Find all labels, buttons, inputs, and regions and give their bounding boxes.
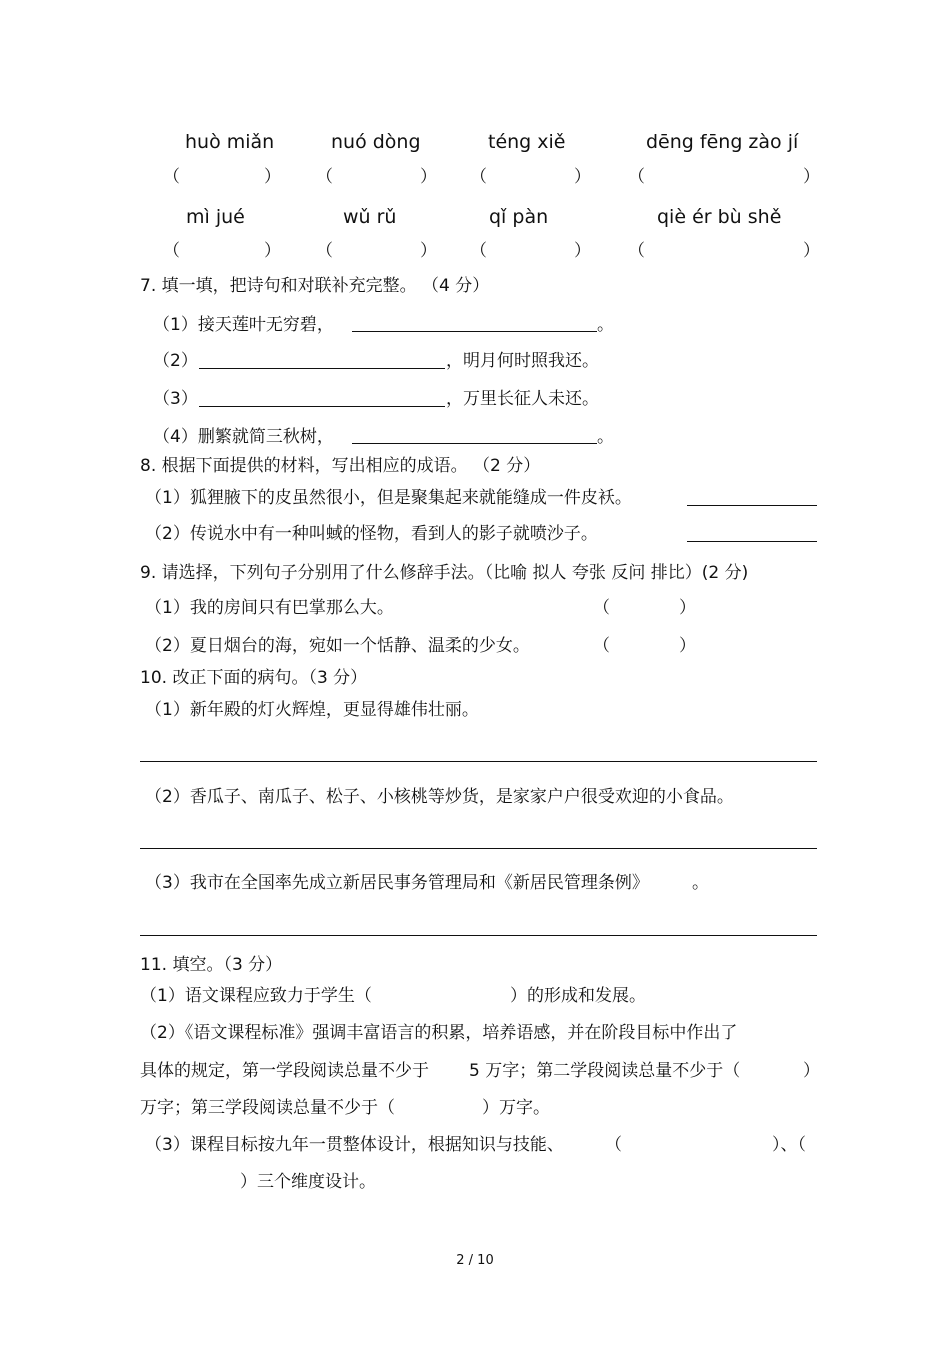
pinyin-8: qiè ér bù shě (657, 206, 782, 228)
answer-paren-open: （ (316, 167, 333, 187)
q8-item-2-blank (687, 541, 817, 542)
answer-paren-close: ） (574, 241, 591, 261)
q8-item-1-blank (687, 505, 817, 506)
q11-item-3-line-1c: ）、（ (772, 1135, 806, 1155)
answer-paren-open: （ (628, 167, 645, 187)
answer-paren-close: ） (420, 167, 437, 187)
answer-paren-open: （ (593, 598, 610, 618)
answer-paren-open: （ (628, 241, 645, 261)
question-8-title: 8. 根据下面提供的材料，写出相应的成语。 （2 分） (140, 456, 541, 476)
question-7-title: 7. 填一填，把诗句和对联补充完整。 （4 分） (140, 276, 490, 296)
answer-paren-open: （ (593, 636, 610, 656)
answer-paren-close: ） (803, 167, 820, 187)
q10-item-2-text: （2）香瓜子、南瓜子、松子、小核桃等炒货，是家家户户很受欢迎的小食品。 (145, 787, 734, 807)
q7-item-4-blank (352, 443, 597, 444)
q9-item-1-text: （1）我的房间只有巴掌那么大。 (145, 598, 394, 618)
answer-paren-open: （ (163, 167, 180, 187)
q10-item-2-answer-line (140, 848, 817, 849)
pinyin-5: mì jué (186, 206, 245, 228)
q8-item-2-text: （2）传说水中有一种叫蜮的怪物，看到人的影子就喷沙子。 (145, 524, 598, 544)
answer-paren-open: （ (470, 241, 487, 261)
q7-item-1-text: （1）接天莲叶无穷碧， (153, 315, 334, 335)
q11-item-2-line-2a: 具体的规定，第一学段阅读总量不少于 (140, 1061, 429, 1081)
q7-item-2-num: （2） (153, 351, 198, 371)
answer-paren-close: ） (679, 636, 696, 656)
q7-item-2-text: ，明月何时照我还。 (446, 351, 599, 371)
question-9-title: 9. 请选择，下列句子分别用了什么修辞手法。（比喻 拟人 夸张 反问 排比）(2 分) (140, 563, 749, 583)
q7-item-1-end: 。 (597, 315, 614, 335)
page-number: 2 / 10 (456, 1253, 494, 1268)
q11-item-2-line-2c: ） (803, 1061, 820, 1081)
q11-item-2-line-1: （2）《语文课程标准》强调丰富语言的积累，培养语感，并在阶段目标中作出了 (140, 1023, 738, 1043)
q11-item-1-text: （1）语文课程应致力于学生（ (140, 986, 372, 1006)
answer-paren-close: ） (574, 167, 591, 187)
question-11-title: 11. 填空。（3 分） (140, 955, 283, 975)
q10-item-3-end: 。 (692, 873, 709, 893)
answer-paren-open: （ (470, 167, 487, 187)
pinyin-3: téng xiě (488, 131, 566, 153)
q11-item-3-line-1a: （3）课程目标按九年一贯整体设计，根据知识与技能、 (145, 1135, 564, 1155)
answer-paren-close: ） (264, 167, 281, 187)
q11-item-2-line-3a: 万字；第三学段阅读总量不少于（ (140, 1098, 395, 1118)
q7-item-3-num: （3） (153, 389, 198, 409)
q10-item-3-answer-line (140, 935, 817, 936)
pinyin-6: wǔ rǔ (343, 206, 397, 228)
pinyin-1: huò miǎn (185, 131, 275, 153)
q7-item-1-blank (352, 331, 597, 332)
q7-item-3-text: ，万里长征人未还。 (446, 389, 599, 409)
q10-item-1-text: （1）新年殿的灯火辉煌，更显得雄伟壮丽。 (145, 700, 479, 720)
q11-item-2-line-2b: 5 万字；第二学段阅读总量不少于（ (469, 1061, 741, 1081)
q9-item-2-text: （2）夏日烟台的海，宛如一个恬静、温柔的少女。 (145, 636, 530, 656)
q11-item-2-line-3b: ）万字。 (482, 1098, 550, 1118)
answer-paren-close: ） (420, 241, 437, 261)
q7-item-4-end: 。 (597, 427, 614, 447)
answer-paren-close: ） (679, 598, 696, 618)
q11-item-3-line-1b: （ (605, 1135, 622, 1155)
q11-item-1-end: ）的形成和发展。 (510, 986, 646, 1006)
pinyin-7: qǐ pàn (489, 206, 549, 228)
q7-item-4-text: （4）删繁就简三秋树， (153, 427, 334, 447)
q11-item-3-line-2: ）三个维度设计。 (240, 1172, 376, 1192)
pinyin-4: dēng fēng zào jí (646, 131, 799, 153)
q7-item-3-blank (199, 406, 445, 407)
q10-item-1-answer-line (140, 761, 817, 762)
answer-paren-open: （ (316, 241, 333, 261)
q8-item-1-text: （1）狐狸腋下的皮虽然很小，但是聚集起来就能缝成一件皮袄。 (145, 488, 632, 508)
pinyin-2: nuó dòng (331, 131, 421, 153)
q10-item-3-text: （3）我市在全国率先成立新居民事务管理局和《新居民管理条例》 (145, 873, 649, 893)
answer-paren-close: ） (803, 241, 820, 261)
answer-paren-close: ） (264, 241, 281, 261)
q7-item-2-blank (199, 368, 445, 369)
answer-paren-open: （ (163, 241, 180, 261)
question-10-title: 10. 改正下面的病句。（3 分） (140, 668, 368, 688)
